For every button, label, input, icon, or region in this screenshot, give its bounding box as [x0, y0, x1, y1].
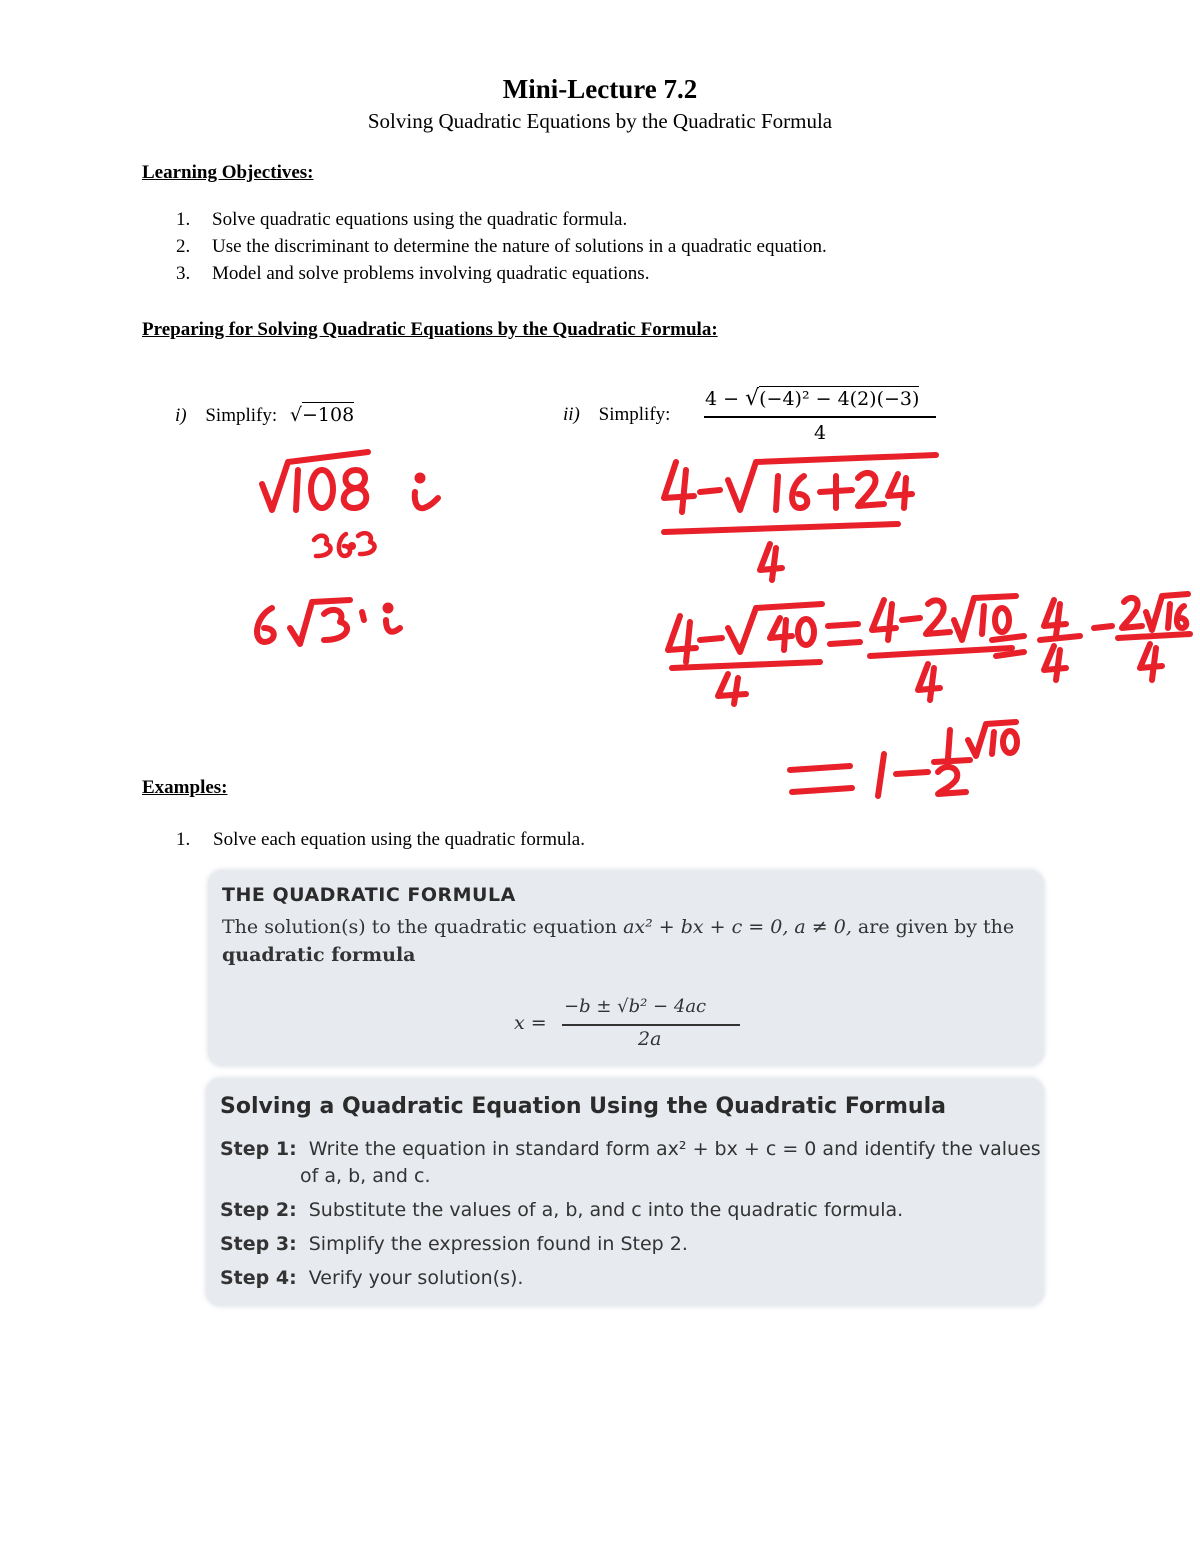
handwriting-ii-step1	[664, 455, 936, 580]
page-subtitle: Solving Quadratic Equations by the Quadratic Formula	[367, 109, 833, 133]
formula-box-title: THE QUADRATIC FORMULA	[222, 884, 516, 906]
formula-fraction-bar	[562, 1024, 740, 1026]
step-label: Step 4:	[220, 1267, 297, 1289]
problem-i-radicand: −108	[302, 404, 355, 426]
step-item-continuation: of a, b, and c.	[300, 1165, 431, 1187]
step-item	[220, 1138, 1041, 1160]
step-text: Simplify the expression found in Step 2.	[308, 1233, 688, 1255]
handwriting-36x3	[314, 533, 375, 556]
formula-text-post: are given by the	[851, 916, 1015, 938]
example-item	[176, 829, 585, 851]
objective-text: Use the discriminant to determine the nature of solutions in a quadratic equation.	[212, 236, 827, 257]
problem-ii-radicand: (−4)² − 4(2)(−3)	[759, 388, 920, 410]
objectives-heading: Learning Objectives:	[142, 162, 314, 183]
handwriting-ii-step2	[668, 594, 1190, 704]
problem-ii-prompt: Simplify:	[598, 404, 671, 425]
step-label: Step 1:	[220, 1138, 297, 1160]
problem-ii-label: ii)	[563, 404, 580, 425]
formula-lhs: x =	[514, 1012, 547, 1034]
handwriting-sqrt108-i	[262, 452, 438, 510]
formula-denominator: 2a	[638, 1028, 662, 1050]
problem-i-expression: √−108	[289, 404, 355, 426]
problem-i-prompt: Simplify:	[205, 405, 278, 426]
step-label: Step 2:	[220, 1199, 297, 1221]
step-item	[220, 1199, 903, 1221]
quadratic-formula-box	[208, 870, 1044, 1066]
formula-text-pre: The solution(s) to the quadratic equation	[222, 916, 624, 938]
radical-sign: √	[745, 386, 760, 411]
problem-ii-denominator: 4	[814, 422, 827, 444]
problem-ii-numerator-lead: 4 −	[705, 388, 740, 410]
objective-number: 1.	[176, 209, 191, 230]
step-text: Substitute the values of a, b, and c into the quadratic formula.	[308, 1199, 904, 1221]
step-item	[220, 1267, 523, 1289]
formula-equation: ax² + bx + c = 0, a ≠ 0,	[623, 916, 852, 938]
example-number: 1.	[176, 829, 191, 850]
problem-i-label: i)	[175, 405, 187, 426]
examples-heading: Examples:	[142, 777, 228, 798]
step-text: Verify your solution(s).	[308, 1267, 524, 1289]
formula-numerator: −b ± √b² − 4ac	[564, 996, 707, 1017]
step-item	[220, 1233, 688, 1255]
steps-box-title: Solving a Quadratic Equation Using the Quadratic Formula	[220, 1094, 946, 1119]
step-label: Step 3:	[220, 1233, 297, 1255]
example-text: Solve each equation using the quadratic formula.	[213, 829, 585, 850]
steps-box	[206, 1078, 1044, 1306]
handwriting-6sqrt3-i	[257, 600, 400, 644]
step-text: Write the equation in standard form ax² + bx + c = 0 and identify the values	[308, 1138, 1041, 1160]
objective-number: 2.	[176, 236, 191, 257]
objective-number: 3.	[176, 263, 191, 284]
formula-bold-term: quadratic formula	[222, 944, 416, 966]
handwriting-ii-result	[790, 722, 1017, 796]
formula-box-text	[222, 916, 1014, 938]
objective-text: Solve quadratic equations using the quadratic formula.	[212, 209, 628, 230]
page-title: Mini-Lecture 7.2	[502, 74, 698, 104]
objective-text: Model and solve problems involving quadratic equations.	[212, 263, 650, 284]
preparing-heading: Preparing for Solving Quadratic Equations by the Quadratic Formula:	[142, 319, 718, 340]
